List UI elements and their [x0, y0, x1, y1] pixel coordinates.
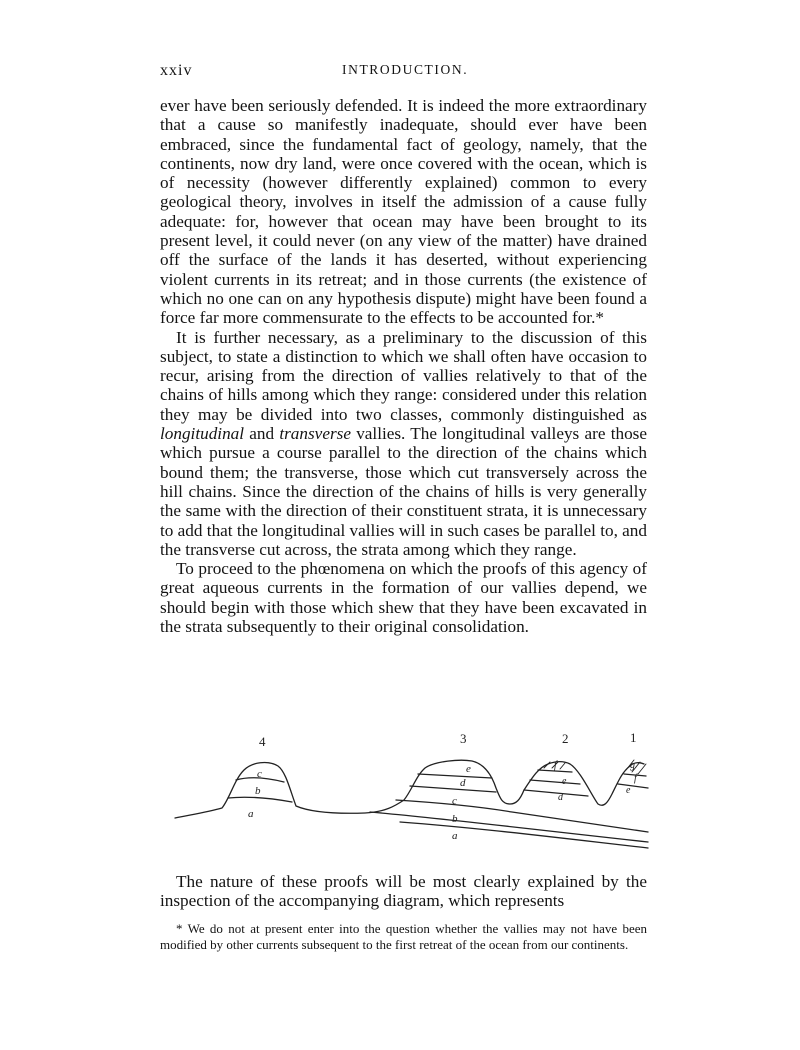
hill-4-label-b: b: [255, 785, 261, 797]
hill-3-label-c: c: [452, 795, 457, 807]
diagram-number-3: 3: [460, 731, 467, 746]
footnote: [160, 921, 647, 952]
strata-diagram: [160, 728, 650, 853]
hill-3-label-a: a: [452, 830, 458, 842]
hill-3-label-b: b: [452, 813, 458, 825]
term-longitudinal: longitudinal: [160, 424, 245, 444]
hill-1-label-f: f: [634, 773, 637, 784]
paragraph-2-part-b: and: [244, 424, 280, 444]
paragraph-4: The nature of these proofs will be most clearly explained by the inspection of the accompanying diagram, which represents: [160, 872, 647, 911]
post-diagram-text: [160, 872, 647, 911]
running-title: INTRODUCTION.: [342, 62, 469, 77]
paragraph-2: [160, 328, 647, 560]
hill-4-stratum-line-lower: [228, 797, 292, 802]
running-head: [160, 62, 650, 84]
hill-2-stratum-line-2: [530, 780, 580, 784]
hill-1-stratum-line-2: [618, 784, 648, 788]
hill-4-label-c: c: [257, 768, 262, 780]
hill-3-stratum-line-4: [370, 812, 648, 842]
paragraph-1: ever have been seriously defended. It is indeed the more extraordinary that a cause so manifestly inadequate, should ever have been embraced, since the fundamental fact of geology, namely, that the continents, now dry land, were once covered with the ocean, which is of necessity (however differently explained) common to every geological theory, involves in itself the admission of a cause fully adequate: for, however that ocean may have been brought to its present level, it could never (on any view of the matter) have drained off the surface of the lands it has deserted, without experiencing violent currents in its retreat; and in those currents (the existence of which no one can on any hypothesis dispute) might have been found a force far more commensurate to the effects to be accounted for.*: [160, 96, 647, 328]
ground-surface-line: [175, 760, 644, 818]
hill-3-stratum-line-2: [410, 786, 496, 792]
hill-2-stratum-line-3: [524, 790, 588, 796]
hill-2-label-f: f: [554, 760, 557, 771]
diagram-number-2: 2: [562, 731, 569, 746]
page-number: xxiv: [160, 62, 193, 79]
paragraph-3: To proceed to the phœnomena on which the proofs of this agency of great aqueous currents in the formation of our vallies depend, we should begin with those which shew that they have been excavated in the strata subsequently to their original consolidation.: [160, 559, 647, 637]
body-text: [160, 96, 647, 636]
hill-3-stratum-line-1: [418, 774, 492, 778]
diagram-number-4: 4: [259, 734, 266, 749]
diagram-number-1: 1: [630, 730, 637, 745]
hill-4-label-a: a: [248, 808, 254, 820]
paragraph-2-part-a: It is further necessary, as a preliminary to the discussion of this subject, to state a distinction to which we shall often have occasion to recur, arising from the direction of vallies relatively to that of the chains of hills among which they range: considered under this relation they may be divided into two classes, commonly distinguished as: [160, 327, 647, 424]
hill-3-label-d: d: [460, 777, 466, 789]
paragraph-2-part-c: vallies. The longitudinal valleys are those which pursue a course parallel to the direction of the chains which bound them; the transverse, those which cut transversely across the hill chains. Since the direction of the chains of hills is very generally the same with the direction of their constituent strata, it is unnecessary to add that the longitudinal vallies will in such cases be parallel to, and the transverse cut across, the strata among which they range.: [160, 424, 647, 559]
hill-1-label-e: e: [626, 785, 631, 796]
footnote-text: * We do not at present enter into the question whether the vallies may not have been modified by other currents subsequent to the first retreat of the ocean from our continents.: [160, 921, 647, 952]
hill-1-label-g: g: [630, 760, 635, 771]
hill-3-label-e: e: [466, 763, 471, 775]
hill-3-stratum-line-3: [396, 800, 648, 832]
hill-2-label-e: e: [562, 776, 567, 787]
term-transverse: transverse: [279, 424, 351, 444]
hill-2-label-d: d: [558, 792, 563, 803]
strata-diagram-svg: [160, 728, 650, 853]
